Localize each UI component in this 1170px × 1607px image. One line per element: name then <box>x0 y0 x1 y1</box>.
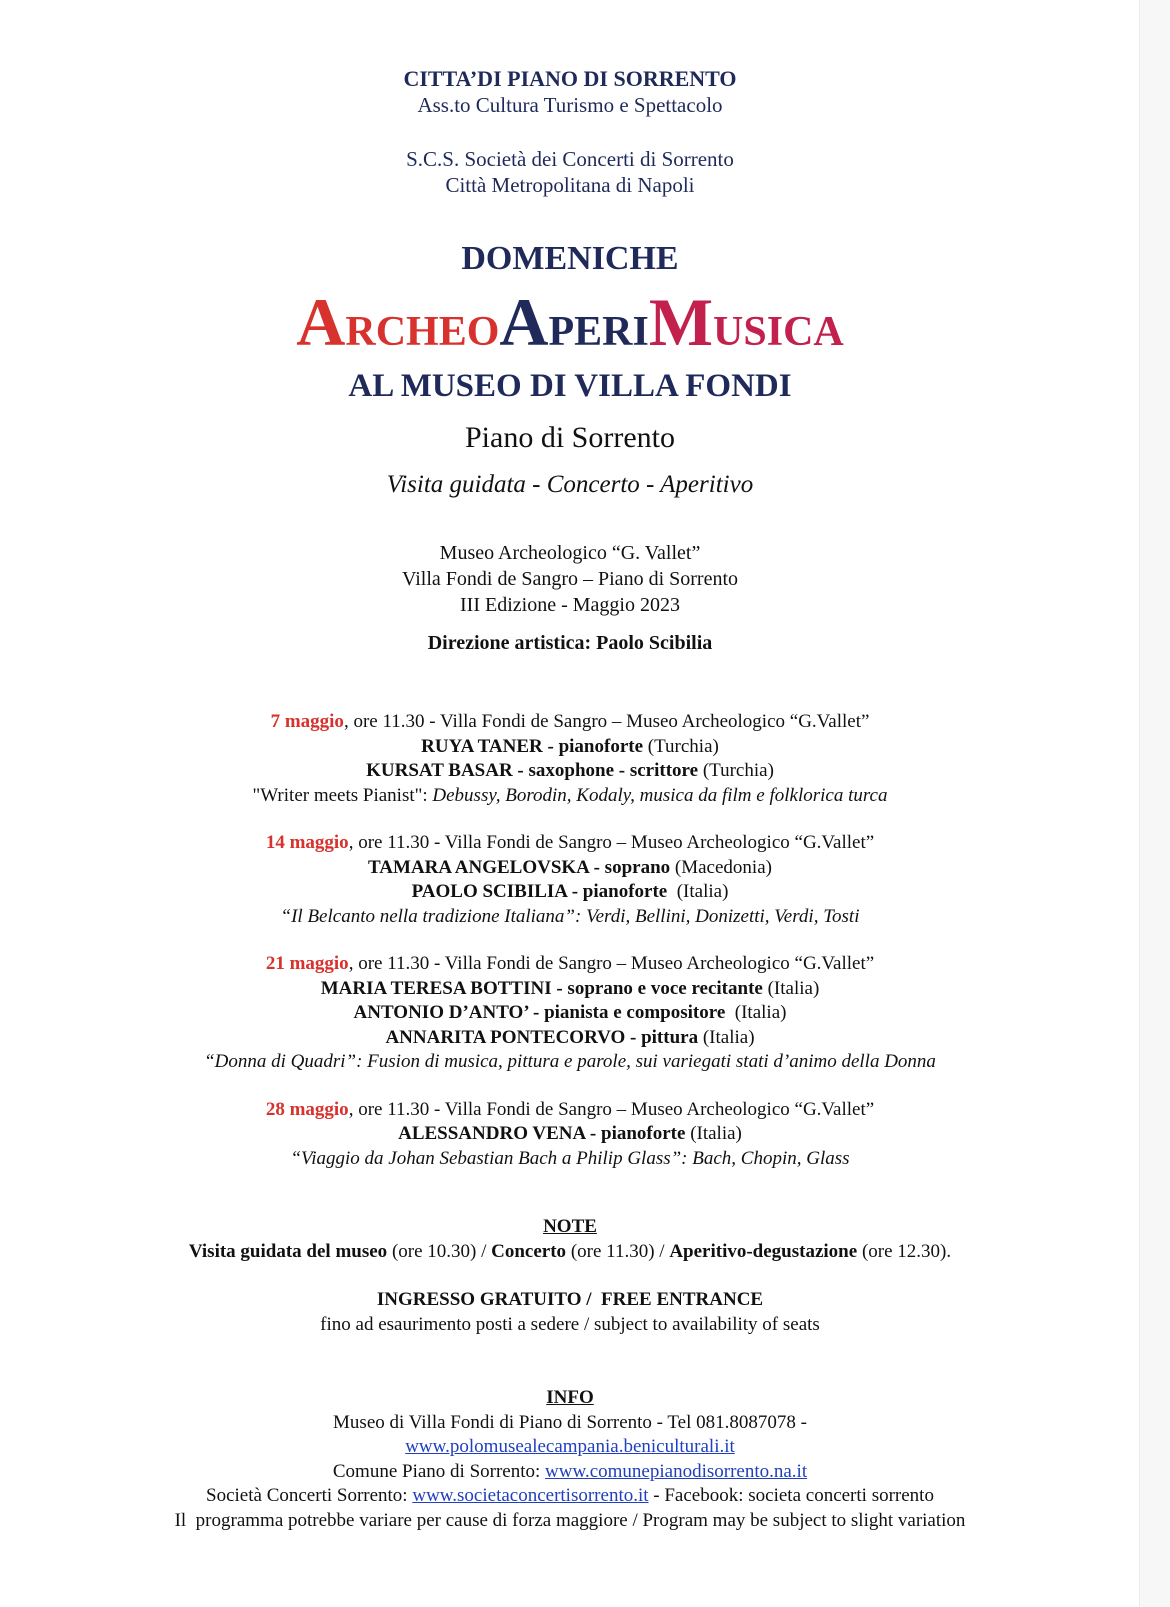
program-body: Debussy, Borodin, Kodaly, musica da film e folklorica turca <box>432 784 888 806</box>
event-venue: , ore 11.30 - Villa Fondi de Sangro – Museo Archeologico “G.Vallet” <box>348 832 875 853</box>
comune-link[interactable]: www.comunepianodisorrento.na.it <box>545 1460 808 1482</box>
performer-country: (Italia) <box>667 881 729 902</box>
notes-schedule: Visita guidata del museo (ore 10.30) / Concerto (ore 11.30) / Aperitivo-degustazione (ore 12.30). <box>188 1240 952 1262</box>
performer-name: KURSAT BASAR - saxophone - scrittore <box>366 760 699 781</box>
header-society: S.C.S. Società dei Concerti di Sorrento <box>406 147 734 171</box>
society-link[interactable]: www.societaconcertisorrento.it <box>412 1485 649 1506</box>
title-museo: AL MUSEO DI VILLA FONDI <box>348 368 792 404</box>
program-title: “Viaggio da Johan Sebastian Bach a Philip Glass”: <box>290 1147 693 1169</box>
event-venue: , ore 11.30 - Villa Fondi de Sangro – Museo Archeologico “G.Vallet” <box>348 953 875 974</box>
location-edition: III Edizione - Maggio 2023 <box>460 594 680 616</box>
title-archeo: ARCHEO <box>296 284 500 360</box>
entrance-subtitle: fino ad esaurimento posti a sedere / subject to availability of seats <box>320 1313 820 1335</box>
info-facebook: - Facebook: societa concerti sorrento <box>648 1485 934 1506</box>
performer-country: (Turchia) <box>698 760 774 781</box>
event-venue: , ore 11.30 - Villa Fondi de Sangro – Museo Archeologico “G.Vallet” <box>348 1098 875 1120</box>
title-musica: MUSICA <box>648 284 844 360</box>
event-date: 28 maggio <box>265 1098 349 1120</box>
notes-heading: NOTE <box>543 1216 597 1237</box>
page-edge <box>1139 0 1170 1607</box>
performer-country: (Italia) <box>685 1123 742 1144</box>
location-block <box>0 540 1140 618</box>
header-city: CITTA’DI PIANO DI SORRENTO <box>403 66 737 91</box>
title-domeniche: DOMENICHE <box>461 240 679 277</box>
event-venue: , ore 11.30 - Villa Fondi de Sangro – Museo Archeologico “G.Vallet” <box>343 711 870 732</box>
events-list <box>0 710 1140 1194</box>
event-item <box>0 710 1140 808</box>
info-heading: INFO <box>546 1387 594 1408</box>
program-body: Verdi, Bellini, Donizetti, Verdi, Tosti <box>586 905 860 927</box>
program-body: Fusion di musica, pittura e parole, sui variegati stati d’animo della Donna <box>367 1051 936 1072</box>
location-museum: Museo Archeologico “G. Vallet” <box>439 542 701 564</box>
info-comune-label: Comune Piano di Sorrento: <box>332 1460 546 1482</box>
performer-country: (Macedonia) <box>670 856 772 878</box>
performer-name: PAOLO SCIBILIA - pianoforte <box>411 881 668 902</box>
event-date: 7 maggio <box>270 711 344 732</box>
event-item <box>0 1098 1140 1172</box>
notes-section <box>0 1215 1140 1264</box>
title-aperi: APERI <box>499 284 649 360</box>
performer-name: MARIA TERESA BOTTINI - soprano e voce recitante <box>320 977 763 999</box>
event-item <box>0 831 1140 929</box>
performer-name: RUYA TANER - pianoforte <box>421 735 644 757</box>
performer-country: (Italia) <box>725 1002 787 1023</box>
artistic-direction: Direzione artistica: Paolo Scibilia <box>427 632 713 654</box>
location-villa: Villa Fondi de Sangro – Piano di Sorrento <box>402 568 738 590</box>
event-date: 21 maggio <box>265 953 349 974</box>
performer-country: (Italia) <box>698 1026 755 1048</box>
info-museum-contact: Museo di Villa Fondi di Piano di Sorrento - Tel 081.8087078 - <box>333 1411 807 1433</box>
program-body: Bach, Chopin, Glass <box>692 1147 850 1169</box>
performer-country: (Italia) <box>762 977 820 999</box>
disclaimer: Il programma potrebbe variare per cause di forza maggiore / Program may be subject to slight variation <box>174 1509 966 1531</box>
program-title: "Writer meets Pianist": <box>252 784 433 806</box>
title-city: Piano di Sorrento <box>465 421 675 454</box>
performer-name: ANNARITA PONTECORVO - pittura <box>385 1026 699 1048</box>
performer-name: TAMARA ANGELOVSKA - soprano <box>368 856 671 878</box>
header-assessorato: Ass.to Cultura Turismo e Spettacolo <box>417 93 723 117</box>
program-title: “Il Belcanto nella tradizione Italiana”: <box>280 905 587 927</box>
event-date: 14 maggio <box>265 832 349 853</box>
entrance-heading: INGRESSO GRATUITO / FREE ENTRANCE <box>376 1289 764 1310</box>
info-section <box>0 1386 1140 1533</box>
polo-museale-link[interactable]: www.polomusealecampania.beniculturali.it <box>405 1436 735 1457</box>
event-item <box>0 952 1140 1075</box>
performer-name: ANTONIO D’ANTO’ - pianista e compositore <box>353 1002 726 1023</box>
entrance-section <box>0 1288 1140 1337</box>
performer-country: (Turchia) <box>643 735 719 757</box>
performer-name: ALESSANDRO VENA - pianoforte <box>398 1123 686 1144</box>
info-society-label: Società Concerti Sorrento: <box>206 1485 413 1506</box>
program-title: “Donna di Quadri”: <box>204 1051 368 1072</box>
title-subtitle: Visita guidata - Concerto - Aperitivo <box>386 471 754 498</box>
header-metro: Città Metropolitana di Napoli <box>445 173 695 197</box>
event-title <box>0 284 1140 364</box>
